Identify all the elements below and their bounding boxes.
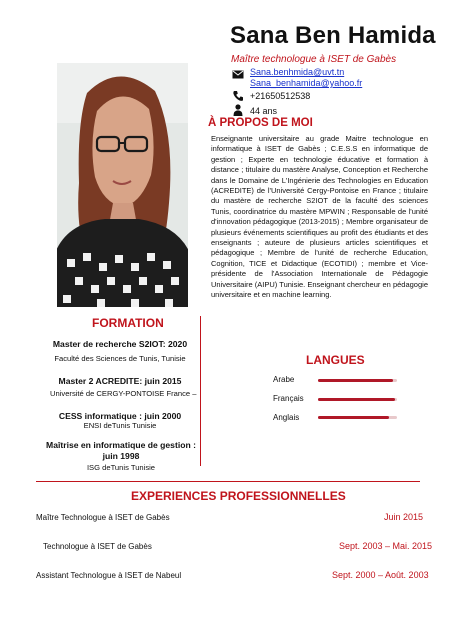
experience-position: Maître Technologue à ISET de Gabès bbox=[36, 513, 170, 522]
experiences-heading: EXPERIENCES PROFESSIONNELLES bbox=[131, 489, 346, 503]
language-level-fill bbox=[318, 398, 395, 401]
language-level-fill bbox=[318, 379, 393, 382]
language-name: Français bbox=[273, 394, 304, 403]
formation-degree: CESS informatique : juin 2000 bbox=[58, 411, 182, 421]
formation-school: ISG deTunis Tunisie bbox=[86, 463, 156, 472]
column-divider bbox=[200, 316, 201, 466]
profile-photo bbox=[57, 63, 188, 307]
formation-degree: Master 2 ACREDITE: juin 2015 bbox=[58, 376, 182, 386]
person-icon bbox=[232, 104, 244, 116]
formation-item bbox=[46, 440, 196, 473]
language-level-bar bbox=[318, 379, 397, 382]
envelope-icon bbox=[232, 70, 244, 82]
language-level-bar bbox=[318, 416, 397, 419]
experience-dates: Sept. 2000 – Août. 2003 bbox=[332, 570, 429, 580]
phone-number: +21650512538 bbox=[250, 91, 311, 101]
language-level-fill bbox=[318, 416, 389, 419]
experience-dates: Sept. 2003 – Mai. 2015 bbox=[339, 541, 433, 551]
formation-school: Université de CERGY-PONTOISE France – bbox=[50, 389, 197, 398]
language-name: Anglais bbox=[273, 413, 300, 422]
section-divider bbox=[36, 481, 420, 482]
person-name: Sana Ben Hamida bbox=[230, 22, 436, 49]
langues-heading: LANGUES bbox=[306, 353, 365, 367]
formation-school: Faculté des Sciences de Tunis, Tunisie bbox=[54, 354, 186, 363]
experience-position: Assistant Technologue à ISET de Nabeul bbox=[36, 571, 182, 580]
formation-school: ENSI deTunis Tunisie bbox=[83, 421, 157, 430]
formation-item bbox=[50, 339, 190, 363]
age-value: 44 ans bbox=[250, 106, 278, 116]
formation-item bbox=[50, 376, 197, 398]
language-level-bar bbox=[318, 398, 397, 401]
formation-degree: Maîtrise en informatique de gestion : juin 1998 bbox=[46, 440, 196, 461]
experience-position: Technologue à ISET de Gabès bbox=[43, 542, 152, 551]
experience-dates: Juin 2015 bbox=[384, 512, 424, 522]
job-title: Maître technologue à ISET de Gabès bbox=[231, 54, 397, 65]
email-link-primary[interactable]: Sana.benhmida@uvt.tn bbox=[250, 67, 345, 77]
about-text: Enseignante universitaire au grade Maitre technologue en informatique à ISET de Gabès ; C.E.S.S en informatique de gestion ; Experte en technologie éducative et formation à distance ; titulaire du mastère Analyse, Conception et Recherche dans le Domaine de L'Ingénierie des Technologies en Education (ACREDITE) de l'Université Cergy-Pontoise en France ; titulaire du mastère de recherche S2IOT de la faculté des sciences Tunis, coordinatrice du mastère MPWIN ; Responsable de l'unité d'innovation pédagogique (2013-2015) ; Membre organisateur de plusieurs événements scientifiques au profit des étudiants et des enseignants ; auteure de plusieurs articles scientifiques et pédagogique ; Membre de l'unité de recherche Education, Cognition, TICE et Didactique (ECOTIDI) ; membre et Vice-présidente de l'Association Internationale de Pédagogie Universitaire (AIPU) Tunisie. Enseignant chercheur en pédagogie universitaire et en machine learning. bbox=[211, 134, 428, 300]
about-heading: À PROPOS DE MOI bbox=[208, 117, 313, 129]
formation-heading: FORMATION bbox=[92, 316, 164, 330]
phone-icon bbox=[232, 90, 244, 102]
language-name: Arabe bbox=[273, 375, 295, 384]
email-link-secondary[interactable]: Sana_benhamida@yahoo.fr bbox=[250, 78, 363, 88]
formation-item bbox=[50, 411, 190, 430]
formation-degree: Master de recherche S2IOT: 2020 bbox=[52, 339, 188, 349]
